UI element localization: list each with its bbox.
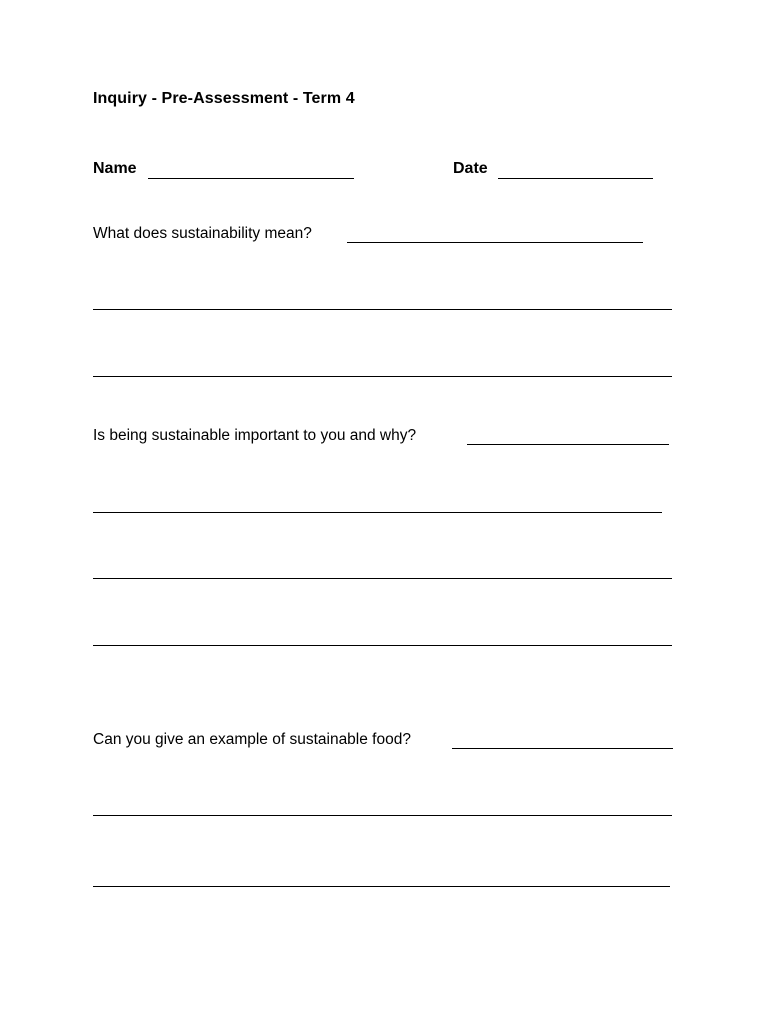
answer-line[interactable] xyxy=(93,578,672,579)
date-label: Date xyxy=(453,160,488,177)
worksheet-title: Inquiry - Pre-Assessment - Term 4 xyxy=(93,90,355,107)
answer-line[interactable] xyxy=(93,376,672,377)
answer-line[interactable] xyxy=(93,309,672,310)
name-blank[interactable] xyxy=(148,178,354,179)
answer-line[interactable] xyxy=(93,645,672,646)
answer-line[interactable] xyxy=(93,512,662,513)
question-3-inline-blank[interactable] xyxy=(452,748,673,749)
name-label: Name xyxy=(93,160,137,177)
question-2-text: Is being sustainable important to you and why? xyxy=(93,427,417,444)
answer-line[interactable] xyxy=(93,815,672,816)
question-1-text: What does sustainability mean? xyxy=(93,225,312,242)
question-3-text: Can you give an example of sustainable food? xyxy=(93,731,411,748)
question-2-inline-blank[interactable] xyxy=(467,444,669,445)
date-blank[interactable] xyxy=(498,178,653,179)
question-1-inline-blank[interactable] xyxy=(347,242,643,243)
answer-line[interactable] xyxy=(93,886,670,887)
